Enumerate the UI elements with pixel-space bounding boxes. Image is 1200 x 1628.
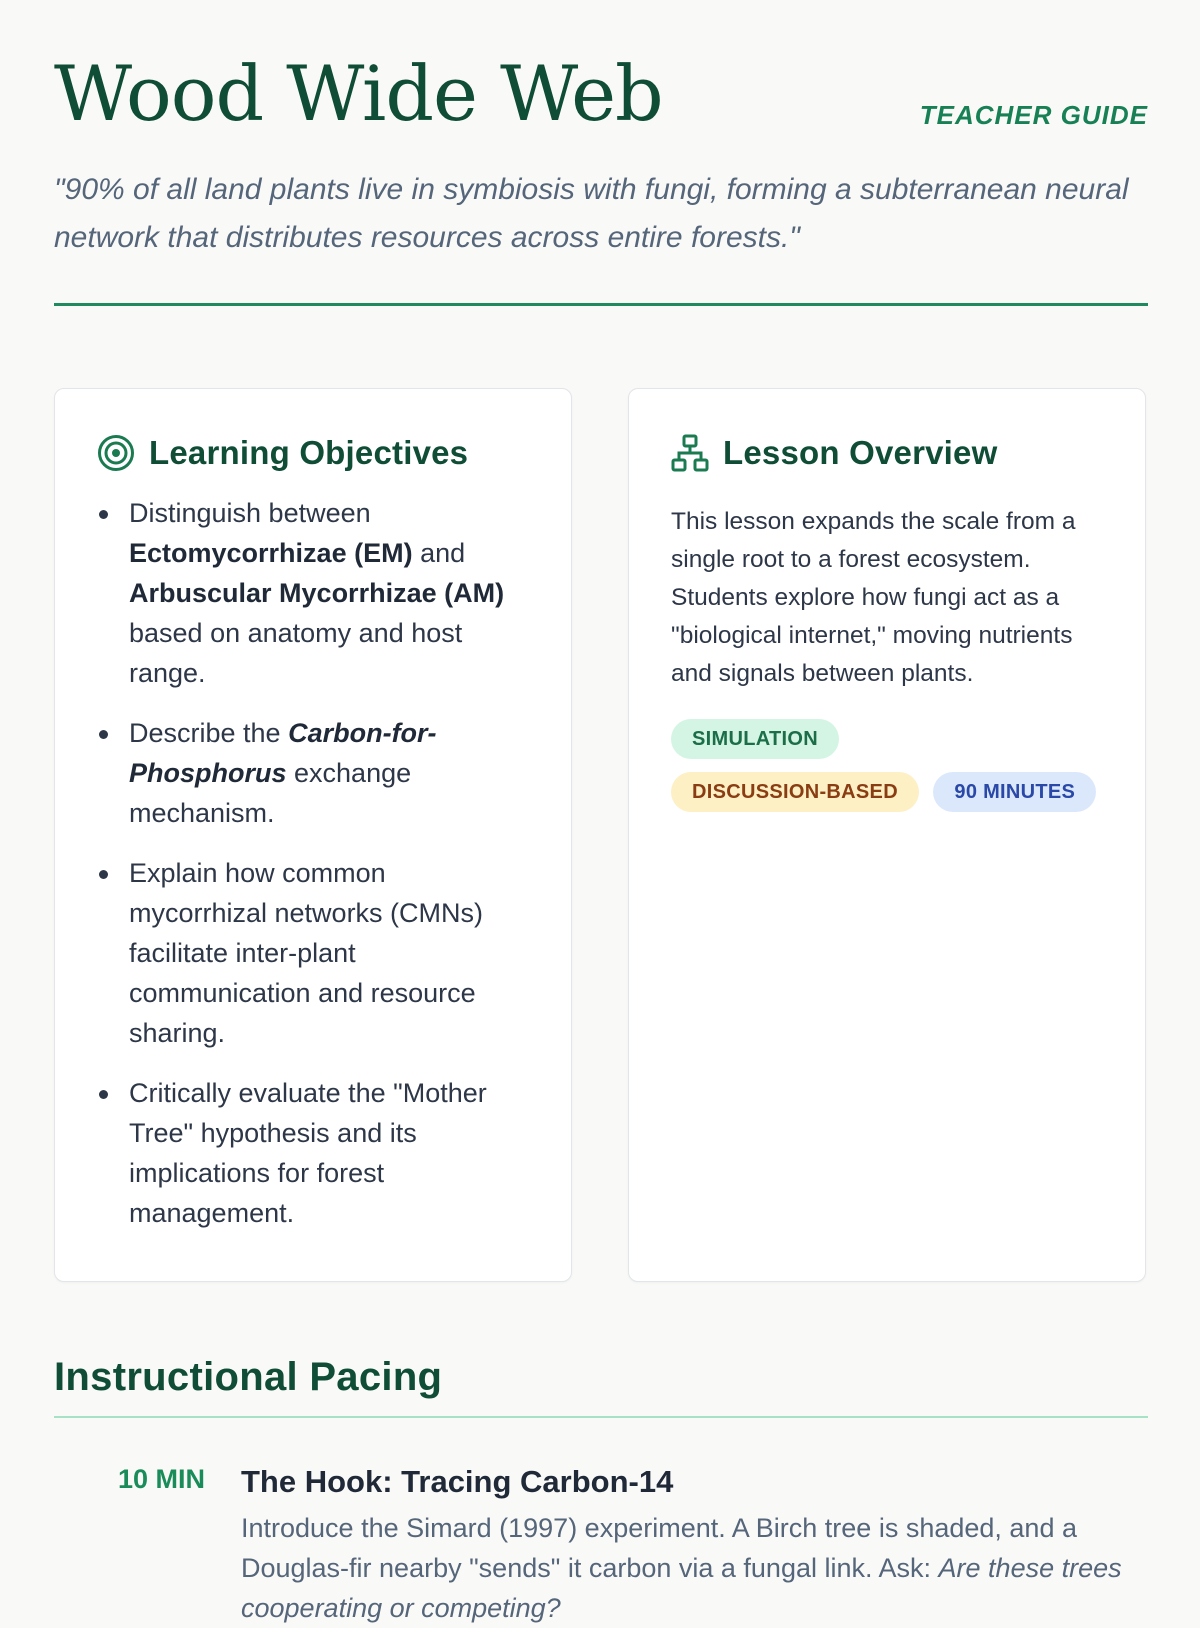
lesson-overview-text: This lesson expands the scale from a single root to a forest ecosystem. Students explore how fungi act as a "biological internet," moving nutrients and signals between plants. [671,508,1076,687]
objective-term: Arbuscular Mycorrhizae (AM) [129,578,505,608]
pacing-description-text: Introduce the Simard (1997) experiment. A Birch tree is shaded, and a Douglas-fir nearby "sends" it carbon via a fungal link. Ask: [241,1513,1077,1583]
lesson-overview-title: Lesson Overview [723,434,998,471]
objective-text: Describe the [129,718,289,748]
tag-discussion-based: DISCUSSION-BASED [671,772,919,812]
page-header [54,0,1148,306]
network-icon [671,434,709,472]
objective-item: Explain how common mycorrhizal networks (CMNs) facilitate inter-plant communication and resource sharing. [97,853,527,1053]
learning-objectives-header [97,429,468,477]
tag-simulation: SIMULATION [671,719,839,759]
objective-term: Ectomycorrhizae (EM) [129,538,413,568]
pacing-title: Instructional Pacing [54,1355,443,1399]
learning-objectives-title: Learning Objectives [149,434,469,471]
objective-text: and [412,538,466,568]
lesson-page [54,0,1148,1623]
pacing-question: Are these trees cooperating or competing? [241,1553,1122,1623]
objective-item [97,493,527,693]
teacher-guide-label: TEACHER GUIDE [919,100,1148,130]
objective-text: exchange mechanism. [129,758,412,828]
lesson-overview-card [628,388,1146,1282]
target-icon [97,434,135,472]
objective-text: Distinguish between [129,498,371,528]
lesson-overview-header [671,429,997,477]
pacing-divider [54,1416,1148,1418]
info-cards [54,388,1148,1282]
pacing-duration: 10 MIN [118,1464,206,1494]
objective-item [97,713,527,833]
objectives-list [97,493,527,1253]
page-title: Wood Wide Web [54,49,663,138]
header-quote: "90% of all land plants live in symbiosis with fungi, forming a subterranean neural network that distributes resources across entire forests." [54,173,1129,254]
objective-item: Critically evaluate the "Mother Tree" hypothesis and its implications for forest management. [97,1073,527,1233]
pacing-activity-title: The Hook: Tracing Carbon-14 [241,1464,674,1499]
objective-text: based on anatomy and host range. [129,618,463,688]
tag-duration: 90 MINUTES [933,772,1096,812]
learning-objectives-card [54,388,572,1282]
objective-term: Carbon-for-Phosphorus [129,718,437,788]
lesson-tags [671,719,1111,825]
pacing-activity-description [241,1508,1148,1628]
